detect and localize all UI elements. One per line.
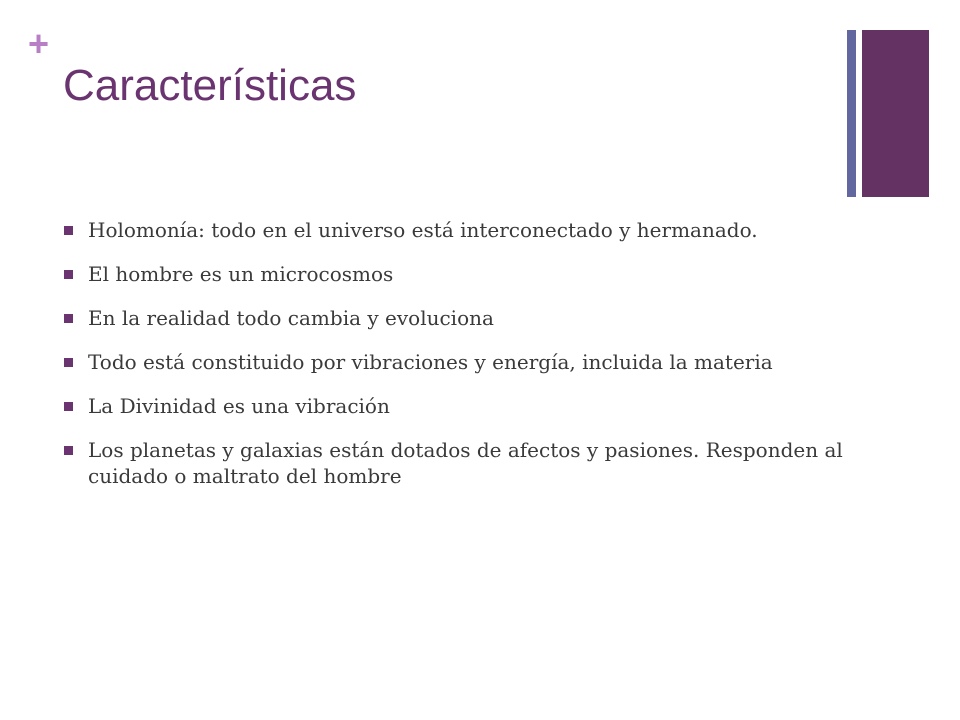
bullet-list (64, 217, 844, 507)
square-bullet-icon (64, 358, 73, 367)
list-item (64, 217, 844, 243)
list-item (64, 437, 844, 489)
bullet-text: Los planetas y galaxias están dotados de afectos y pasiones. Responden al cuidado o maltrato del hombre (88, 438, 843, 488)
square-bullet-icon (64, 446, 73, 455)
bullet-text: La Divinidad es una vibración (88, 394, 390, 418)
bullet-text: En la realidad todo cambia y evoluciona (88, 306, 494, 330)
bullet-text: Holomonía: todo en el universo está interconectado y hermanado. (88, 218, 758, 242)
list-item (64, 349, 844, 375)
decorative-bar-wide (862, 30, 929, 197)
list-item (64, 393, 844, 419)
square-bullet-icon (64, 402, 73, 411)
bullet-text: El hombre es un microcosmos (88, 262, 394, 286)
plus-icon: + (28, 23, 50, 64)
list-item (64, 305, 844, 331)
slide-title: Características (63, 61, 357, 110)
decorative-bar-thin (847, 30, 856, 197)
square-bullet-icon (64, 270, 73, 279)
square-bullet-icon (64, 226, 73, 235)
list-item (64, 261, 844, 287)
square-bullet-icon (64, 314, 73, 323)
bullet-text: Todo está constituido por vibraciones y energía, incluida la materia (88, 350, 773, 374)
